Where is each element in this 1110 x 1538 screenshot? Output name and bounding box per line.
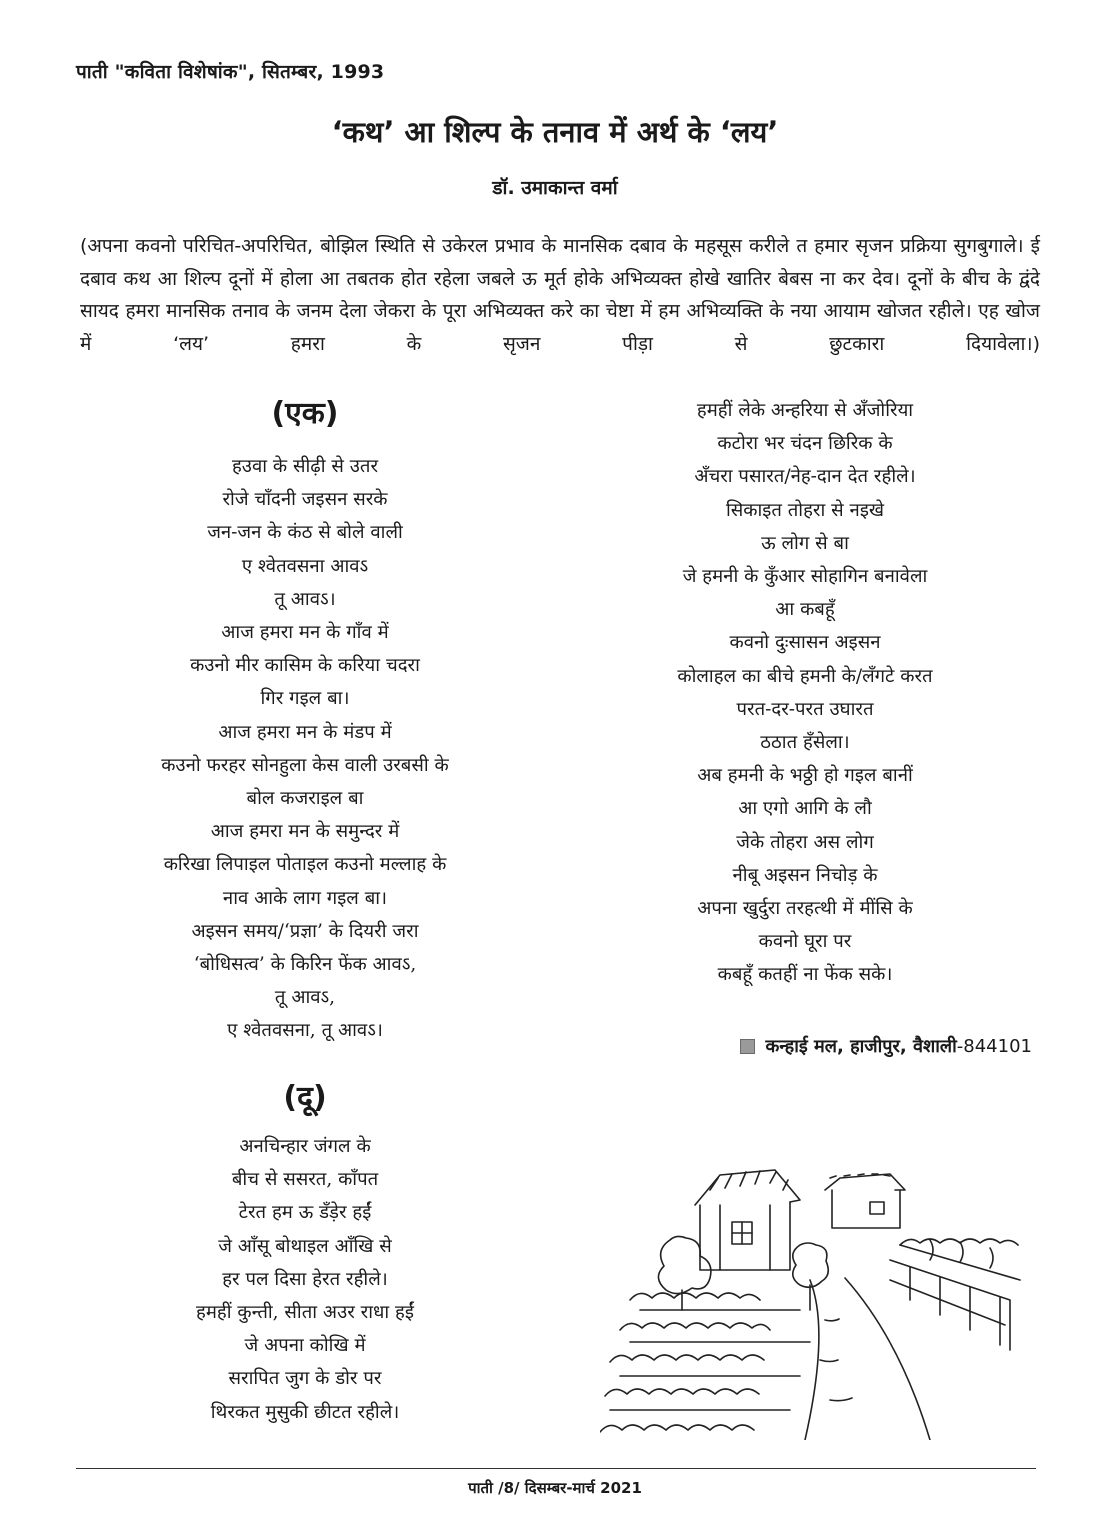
intro-paragraph xyxy=(80,230,1040,360)
poem-line: रोजे चाँदनी जइसन सरके xyxy=(222,489,388,511)
poem-line: बोल कजराइल बा xyxy=(246,788,364,810)
poem-line: ऊ लोग से बा xyxy=(761,532,849,554)
village-sketch-illustration xyxy=(600,1150,1040,1440)
poem-two-heading: (दू) xyxy=(283,1080,327,1115)
poem-line: हउवा के सीढ़ी से उतर xyxy=(231,456,379,477)
poem-line: आ कबहूँ xyxy=(775,599,835,621)
poem-line: टेरत हम ऊ डँड़ेर हईं xyxy=(238,1202,372,1224)
hedge-rows-icon xyxy=(600,1293,810,1432)
poem-line: बीच से ससरत, काँपत xyxy=(231,1169,379,1191)
poem-line: हमहीं लेके अन्हरिया से अँजोरिया xyxy=(696,400,914,421)
poem-one-heading: (एक) xyxy=(271,396,339,431)
poem-line: आ एगो आगि के लौ xyxy=(738,798,872,820)
poem-line: परत-दर-परत उघारत xyxy=(736,698,874,720)
poet-address: कन्हाई मल, हाजीपुर, वैशाली xyxy=(765,1036,957,1057)
poem-line: जे हमनी के कुँआर सोहागिन बनावेला xyxy=(682,566,928,588)
poem-line: ‘बोधिसत्व’ के किरिन फेंक आवऽ, xyxy=(193,954,417,976)
path-icon xyxy=(805,1278,930,1440)
poem-line: थिरकत मुसुकी छीटत रहीले। xyxy=(210,1401,400,1423)
poem-line: आज हमरा मन के समुन्दर में xyxy=(210,821,400,843)
poem-line: जेके तोहरा अस लोग xyxy=(736,831,874,853)
poem-two-right-column xyxy=(600,394,1010,992)
author-name: डॉ. उमाकान्त वर्मा xyxy=(492,177,618,199)
poem-line: कटोरा भर चंदन छिरिक के xyxy=(717,433,893,455)
poem-line: कउनो फरहर सोनहुला केस वाली उरबसी के xyxy=(161,754,449,776)
poem-line: आज हमरा मन के गाँव में xyxy=(221,622,389,644)
article-title: ‘कथ’ आ शिल्प के तनाव में अर्थ के ‘लय’ xyxy=(331,115,779,149)
journal-header: पाती "कविता विशेषांक", सितम्बर, 1993 xyxy=(76,61,385,83)
poem-line: कवनो दुःसासन अइसन xyxy=(729,632,881,654)
poem-line: ठठात हँसेला। xyxy=(760,732,850,754)
poem-line: जे आँसू बोथाइल आँखि से xyxy=(218,1235,392,1257)
poem-line: नीबू अइसन निचोड़ के xyxy=(732,864,878,886)
poem-line: नाव आके लाग गइल बा। xyxy=(222,887,388,909)
poem-one xyxy=(100,450,510,1048)
poem-line: ए श्वेतवसना, तू आवऽ। xyxy=(227,1020,383,1042)
poem-line: हर पल दिसा हेरत रहीले। xyxy=(222,1268,388,1290)
poem-line: जन-जन के कंठ से बोले वाली xyxy=(207,522,403,544)
poem-line: सिकाइत तोहरा से नइखे xyxy=(725,499,885,521)
poem-line: ए श्वेतवसना आवऽ xyxy=(241,555,369,577)
poem-line: आज हमरा मन के मंडप में xyxy=(218,721,392,743)
poet-pincode: -844101 xyxy=(956,1036,1032,1057)
poem-line: अँचरा पसारत/नेह-दान देत रहीले। xyxy=(694,466,916,488)
poem-line: कउनो मीर कासिम के करिया चदरा xyxy=(190,655,420,677)
poem-line: गिर गइल बा। xyxy=(260,688,350,710)
back-hut-icon xyxy=(825,1174,905,1228)
poem-line: कबहूँ कतहीं ना फेंक सके। xyxy=(717,964,893,986)
intro-text: (अपना कवनो परिचित-अपरिचित, बोझिल स्थिति से उकेरल प्रभाव के मानसिक दबाव के महसूस करीले त हमार सृजन प्रक्रिया सुगबुगाले। ई दबाव कथ आ शिल्प दूनों में होला आ तबतक होत रहेला जबले ऊ मूर्त होके अभिव्यक्त होखे खातिर बेबस ना कर देव। दूनों के बीच के द्वंदे सायद हमरा मानसिक तनाव के जनम देला जेकरा के पूरा अभिव्यक्त करे का चेष्टा में हम अभिव्यक्ति के नया आयाम खोजत रहीले। एह खोज में ‘लय’ हमरा के सृजन पीड़ा से छुटकारा दियावेला।) xyxy=(80,235,1040,355)
poem-line: अब हमनी के भठ्ठी हो गइल बानीं xyxy=(697,765,913,787)
poem-line: तू आवऽ, xyxy=(274,987,336,1009)
poem-line: हमहीं कुन्ती, सीता अउर राधा हईं xyxy=(196,1302,414,1324)
poem-line: अपना खुर्दुरा तरहत्थी में मींसि के xyxy=(697,898,913,920)
poem-line: अनचिन्हार जंगल के xyxy=(239,1136,371,1157)
poem-line: जे अपना कोखि में xyxy=(244,1335,366,1357)
main-hut-icon xyxy=(695,1170,800,1270)
square-icon xyxy=(740,1039,755,1054)
page-footer: पाती /8/ दिसम्बर-मार्च 2021 xyxy=(468,1479,642,1497)
poem-line: अइसन समय/‘प्रज्ञा’ के दियरी जरा xyxy=(191,920,419,942)
footer-rule xyxy=(76,1468,1036,1469)
poem-two-left-column xyxy=(100,1130,510,1429)
poet-signature xyxy=(740,1034,1032,1058)
poem-line: करिखा लिपाइल पोताइल कउनो मल्लाह के xyxy=(163,854,447,876)
fence-icon xyxy=(890,1239,1020,1350)
tree-icon xyxy=(658,1236,828,1310)
poem-line: कोलाहल का बीचे हमनी के/लँगटे करत xyxy=(677,665,933,687)
poem-line: कवनो घूरा पर xyxy=(758,931,852,953)
poem-line: सरापित जुग के डोर पर xyxy=(228,1368,382,1390)
poem-line: तू आवऽ। xyxy=(274,588,336,610)
